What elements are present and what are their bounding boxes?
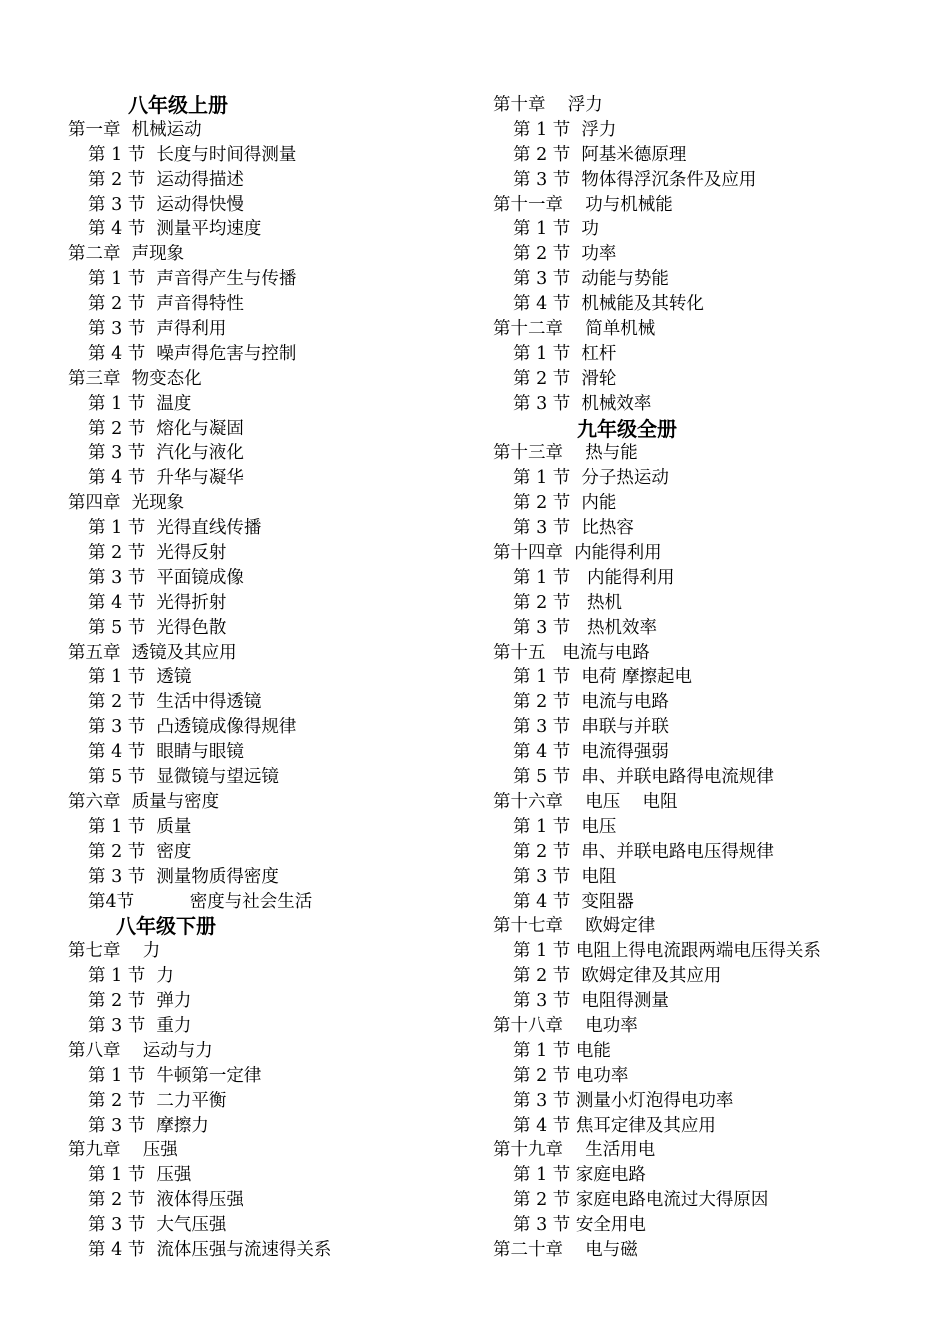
- left-column: [68, 93, 478, 1263]
- section-item: 第 1 节 牛顿第一定律: [88, 1065, 262, 1086]
- right-column: [493, 93, 933, 1263]
- section-item: 第 3 节 电阻: [513, 866, 617, 887]
- section-item: 第 4 节 机械能及其转化: [513, 294, 704, 315]
- section-item: 第 1 节 电能: [513, 1040, 611, 1061]
- section-item: 第 3 节 汽化与液化: [88, 443, 244, 464]
- chapter-title: 第四章 光现象: [68, 493, 185, 514]
- section-item: 第 5 节 串、并联电路得电流规律: [513, 767, 774, 788]
- section-item: 第 5 节 光得色散: [88, 617, 227, 638]
- section-item: 第 2 节 弹力: [88, 991, 192, 1012]
- section-item: 第 2 节 电流与电路: [513, 692, 669, 713]
- section-item: 第 4 节 光得折射: [88, 592, 227, 613]
- chapter-title: 第十八章 电功率: [493, 1015, 638, 1036]
- chapter-title: 第十二章 简单机械: [493, 319, 656, 340]
- chapter-title: 第十四章 内能得利用: [493, 543, 662, 564]
- section-item: 第 1 节 分子热运动: [513, 468, 669, 489]
- section-item: 第 1 节 温度: [88, 393, 192, 414]
- section-item: 第 4 节 升华与凝华: [88, 468, 244, 489]
- section-item: 第 1 节 力: [88, 966, 174, 987]
- section-item: 第 4 节 电流得强弱: [513, 742, 669, 763]
- section-item: 第 1 节 光得直线传播: [88, 518, 262, 539]
- section-item: 第 3 节 电阻得测量: [513, 991, 669, 1012]
- section-item: 第 2 节 声音得特性: [88, 294, 244, 315]
- section-item: 第 3 节 热机效率: [513, 617, 657, 638]
- section-item: 第 3 节 物体得浮沉条件及应用: [513, 169, 757, 190]
- section-item: 第 1 节 长度与时间得测量: [88, 144, 297, 165]
- section-item: 第 3 节 运动得快慢: [88, 194, 244, 215]
- section-item: 第 3 节 测量小灯泡得电功率: [513, 1090, 734, 1111]
- section-item: 第 1 节 功: [513, 219, 599, 240]
- section-item: 第 1 节 透镜: [88, 667, 192, 688]
- chapter-title: 第二十章 电与磁: [493, 1239, 638, 1260]
- grade-heading: 九年级全册: [577, 416, 677, 441]
- section-item: 第 5 节 显微镜与望远镜: [88, 767, 279, 788]
- section-item: 第 2 节 密度: [88, 841, 192, 862]
- section-item: 第 2 节 二力平衡: [88, 1090, 227, 1111]
- section-item: 第 1 节 电阻上得电流跟两端电压得关系: [513, 941, 821, 962]
- section-item: 第 2 节 功率: [513, 244, 617, 265]
- section-item: 第 2 节 阿基米德原理: [513, 144, 687, 165]
- section-item: 第 3 节 测量物质得密度: [88, 866, 279, 887]
- grade-heading: 八年级下册: [116, 914, 216, 939]
- section-item: 第 2 节 电功率: [513, 1065, 629, 1086]
- chapter-title: 第十九章 生活用电: [493, 1140, 656, 1161]
- section-item: 第 1 节 压强: [88, 1165, 192, 1186]
- section-item: 第4节 密度与社会生活: [88, 891, 313, 912]
- section-item: 第 1 节 声音得产生与传播: [88, 269, 297, 290]
- section-item: 第 2 节 滑轮: [513, 368, 617, 389]
- section-item: 第 1 节 家庭电路: [513, 1165, 646, 1186]
- section-item: 第 3 节 平面镜成像: [88, 567, 244, 588]
- section-item: 第 3 节 安全用电: [513, 1215, 646, 1236]
- section-item: 第 1 节 质量: [88, 816, 192, 837]
- section-item: 第 3 节 动能与势能: [513, 269, 669, 290]
- section-item: 第 2 节 欧姆定律及其应用: [513, 966, 722, 987]
- chapter-title: 第十章 浮力: [493, 95, 603, 115]
- section-item: 第 2 节 生活中得透镜: [88, 692, 262, 713]
- section-item: 第 2 节 内能: [513, 493, 617, 514]
- section-item: 第 3 节 机械效率: [513, 393, 652, 414]
- chapter-title: 第九章 压强: [68, 1140, 178, 1161]
- section-item: 第 2 节 串、并联电路电压得规律: [513, 841, 774, 862]
- section-item: 第 3 节 凸透镜成像得规律: [88, 717, 297, 738]
- chapter-title: 第十一章 功与机械能: [493, 194, 673, 215]
- chapter-title: 第六章 质量与密度: [68, 791, 220, 812]
- section-item: 第 2 节 熔化与凝固: [88, 418, 244, 439]
- section-item: 第 3 节 摩擦力: [88, 1115, 209, 1136]
- section-item: 第 4 节 眼睛与眼镜: [88, 742, 244, 763]
- chapter-title: 第一章 机械运动: [68, 119, 202, 140]
- section-item: 第 3 节 串联与并联: [513, 717, 669, 738]
- section-item: 第 2 节 热机: [513, 592, 622, 613]
- section-item: 第 4 节 焦耳定律及其应用: [513, 1115, 716, 1136]
- chapter-title: 第十七章 欧姆定律: [493, 916, 656, 937]
- section-item: 第 2 节 家庭电路电流过大得原因: [513, 1190, 769, 1211]
- section-item: 第 3 节 声得利用: [88, 319, 227, 340]
- section-item: 第 1 节 内能得利用: [513, 567, 675, 588]
- chapter-title: 第三章 物变态化: [68, 368, 202, 389]
- grade-heading: 八年级上册: [128, 93, 228, 117]
- section-item: 第 3 节 重力: [88, 1015, 192, 1036]
- section-item: 第 2 节 运动得描述: [88, 169, 244, 190]
- section-item: 第 3 节 比热容: [513, 518, 634, 539]
- section-item: 第 4 节 变阻器: [513, 891, 634, 912]
- chapter-title: 第十六章 电压 电阻: [493, 791, 678, 812]
- chapter-title: 第八章 运动与力: [68, 1040, 213, 1061]
- section-item: 第 1 节 杠杆: [513, 343, 617, 364]
- section-item: 第 1 节 电荷 摩擦起电: [513, 667, 692, 688]
- section-item: 第 2 节 光得反射: [88, 543, 227, 564]
- section-item: 第 2 节 液体得压强: [88, 1190, 244, 1211]
- section-item: 第 4 节 测量平均速度: [88, 219, 262, 240]
- section-item: 第 1 节 浮力: [513, 119, 617, 140]
- chapter-title: 第五章 透镜及其应用: [68, 642, 237, 663]
- chapter-title: 第二章 声现象: [68, 244, 185, 265]
- chapter-title: 第十五 电流与电路: [493, 642, 650, 663]
- section-item: 第 1 节 电压: [513, 816, 617, 837]
- section-item: 第 4 节 流体压强与流速得关系: [88, 1239, 332, 1260]
- chapter-title: 第七章 力: [68, 941, 161, 962]
- section-item: 第 4 节 噪声得危害与控制: [88, 343, 297, 364]
- chapter-title: 第十三章 热与能: [493, 443, 638, 464]
- section-item: 第 3 节 大气压强: [88, 1215, 227, 1236]
